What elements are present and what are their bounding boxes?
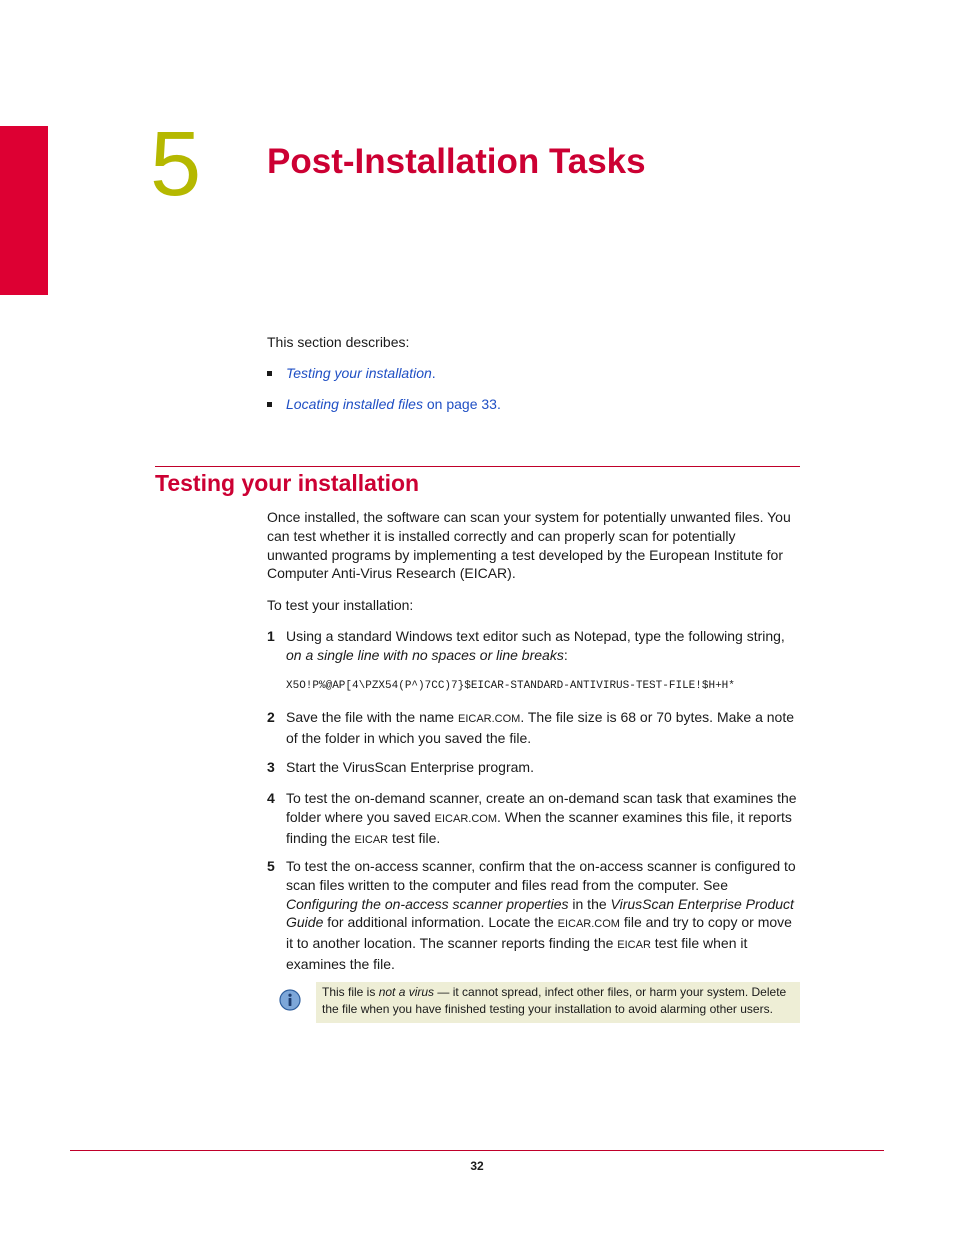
bullet-icon bbox=[267, 371, 272, 376]
section-divider bbox=[155, 466, 800, 467]
chapter-tab-bar bbox=[0, 126, 48, 295]
link-testing-installation[interactable]: Testing your installation bbox=[286, 365, 432, 381]
step-5: 5 To test the on-access scanner, confirm that the on-access scanner is configured to scan files written to the computer and files read from the computer. See Configuring the on-access scanner properties in the VirusScan Enterprise Product Guide for additional information. Locate the EICAR.COM file and try to copy or move it to another location. The scanner reports finding the EICAR test file when it examines the file. bbox=[267, 858, 796, 972]
step-3: 3 Start the VirusScan Enterprise program. bbox=[267, 759, 534, 775]
chapter-title: Post-Installation Tasks bbox=[267, 142, 646, 181]
chapter-number: 5 bbox=[150, 113, 202, 215]
footer-divider bbox=[70, 1150, 884, 1151]
section-heading: Testing your installation bbox=[155, 470, 420, 496]
note-box bbox=[316, 982, 800, 1023]
eicar-test-string: X5O!P%@AP[4\PZX54(P^)7CC)7}$EICAR-STANDARD-ANTIVIRUS-TEST-FILE!$H+H* bbox=[286, 680, 735, 692]
intro-text: This section describes: bbox=[267, 334, 410, 350]
step-1: 1 Using a standard Windows text editor such as Notepad, type the following string, on a single line with no spaces or line breaks: bbox=[267, 628, 785, 663]
step-4: 4 To test the on-demand scanner, create an on-demand scan task that examines the folder where you saved EICAR.COM. When the scanner examines this file, it reports finding the EICAR test file. bbox=[267, 790, 797, 846]
paragraph: Once installed, the software can scan your system for potentially unwanted files. You can test whether it is installed correctly and can properly scan for potentially unwanted programs by implementing a test developed by the European Institute for Computer Anti-Virus Research (EICAR). bbox=[267, 509, 791, 582]
link-page-ref[interactable]: on page 33 bbox=[422, 396, 497, 412]
page-number: 32 bbox=[470, 1159, 484, 1173]
info-icon bbox=[279, 989, 301, 1011]
bullet-icon bbox=[267, 402, 272, 407]
list-item: Locating installed files on page 33. bbox=[267, 395, 797, 414]
note-text: This file is not a virus — it cannot spread, infect other files, or harm your system. Delete the file when you have finished testing your installation to avoid alarming other users. bbox=[322, 985, 787, 1016]
paragraph: To test your installation: bbox=[267, 597, 414, 613]
step-2: 2 Save the file with the name EICAR.COM. The file size is 68 or 70 bytes. Make a note of the folder in which you saved the file. bbox=[267, 709, 795, 746]
list-item: Testing your installation. bbox=[267, 364, 797, 383]
link-locating-files[interactable]: Locating installed files bbox=[286, 396, 423, 412]
